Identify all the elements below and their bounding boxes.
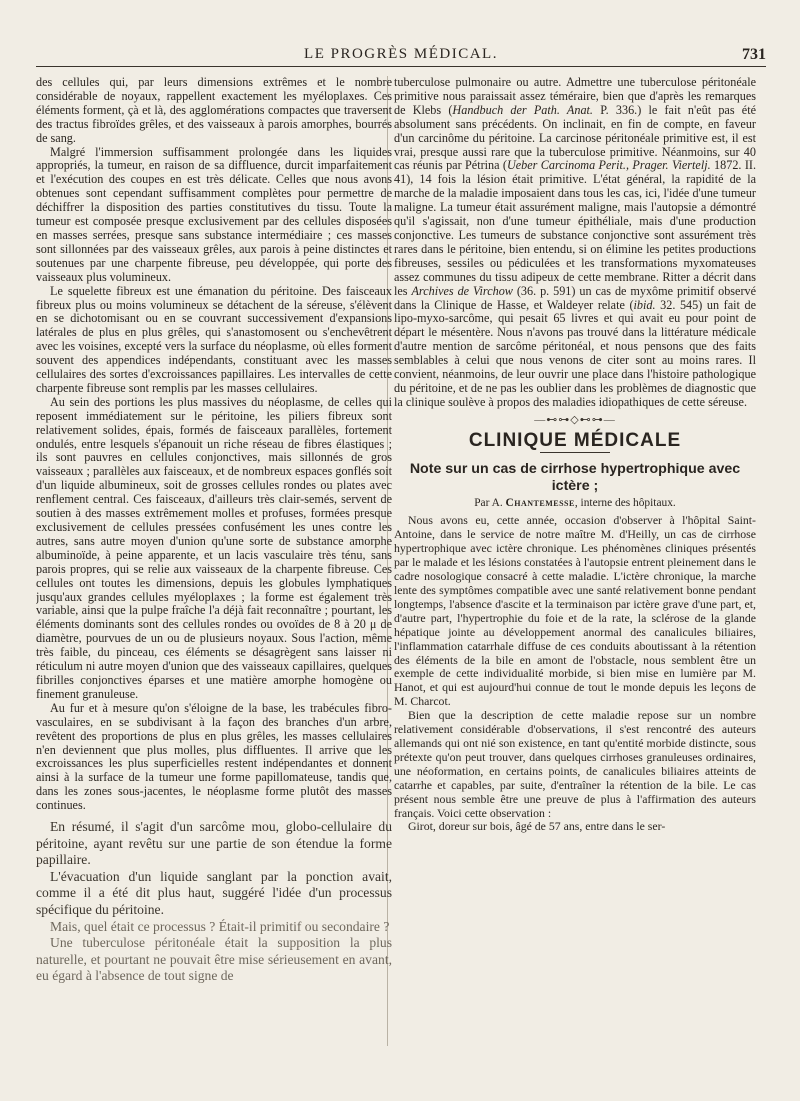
- text-run: 32. 545) un fait de lipo-myxo-sarcôme, qui pesait 65 livres et qui avait eu pour point de départ le mésentère. Nous n'avons pas trouvé dans la littérature médicale d'autre mention de sarcôme péritonéal, et nous pensons que des faits semblables à celui que nous venons de citer sont au moins rares. Il convient, néanmoins, de leur ouvrir une place dans l'histoire pathologique du péritoine, et de ne pas les oublier dans les problèmes de diagnostic que la clinique soulève à propos des maladies idiopathiques de cette séreuse.: [394, 297, 756, 409]
- citation: ibid.: [633, 297, 656, 312]
- running-title: LE PROGRÈS MÉDICAL.: [304, 46, 498, 62]
- right-column: [394, 76, 756, 1076]
- paragraph: Malgré l'immersion suffisamment prolongée dans les liquides appropriés, la tumeur, en raison de sa diffluence, durcit imparfaitement et l'exécution des coupes en est très délicate. Celles que nous avons obtenues sont cependant suffisamment complètes pour permettre de déchiffrer la disposition des parties constitutives du tissu. Toute la tumeur est composée presque exclusivement par des cellules disposées en masses serrées, presque sans substance intermédiaire ; ces masses sont sillonnées par des vaisseaux grêles, aux parois à peine distinctes et soutenues par une charpente fibreuse, peu développée, qui porte des vaisseaux plus volumineux.: [36, 144, 392, 284]
- citation: Handbuch der Path. Anat.: [452, 102, 593, 117]
- paragraph: Mais, quel était ce processus ? Était-il primitif ou secondaire ?: [50, 918, 390, 934]
- paragraph: Bien que la description de cette maladie repose sur un nombre relativement considérable d'observations, il s'est rencontré des auteurs allemands qui ont nié son existence, en tant qu'entité morbide distincte, sous prétexte qu'on peut trouver, dans quelques cirrhoses granuleuses ordinaires, une néoformation, en certains points, de canalicules biliaires atteints de catarrhe et capables, par suite, d'entraîner la rétention de la bile. Le cas présent nous semble être une preuve de plus à l'affirmation des auteurs français. Voici cette observation :: [394, 708, 756, 820]
- byline-suffix: , interne des hôpitaux.: [574, 496, 676, 509]
- article-title: Note sur un cas de cirrhose hypertrophique avec ictère ;: [409, 460, 741, 494]
- section-separator: —⊷⊶◇⊷⊶—: [534, 413, 616, 426]
- paragraph: Nous avons eu, cette année, occasion d'observer à l'hôpital Saint-Antoine, dans le service de notre maître M. d'Heilly, un cas de cirrhose hypertrophique avec ictère chronique. Les phénomènes cliniques présentés par le malade et les lésions constatées à l'autopsie entrent pleinement dans le cadre nosologique consacré à cette maladie. L'ictère chronique, la marche lente des symptômes compatible avec une santé relativement bonne pendant longtemps, l'absence d'ascite et la terminaison par ictère grave d'une part, et, d'autre part, l'hypertrophie du foie et de la rate, la sclérose de la glande hépatique jointe au développement anormal des canalicules biliaires, l'inflammation catarrhale diffuse de ces conduits aboutissant à la rétention des éléments de la bile en amont de l'obstacle, nous semblent être un exemple de cette individualité morbide, si bien mise en lumière par M. Hanot, et qui est aujourd'hui connue de tout le monde depuis les leçons de M. Charcot.: [394, 513, 756, 709]
- text-run: P. 336.) le fait n'eût pas été absolument sans précédents. On inclinait, en fin de compte, en faveur d'un carcinôme du péritoine. La carcinose péritonéale primitive est, il est vrai, presque aussi rare que la tuberculose primitive. Néanmoins, sur 40 cas réunis par Pétrina (: [394, 102, 756, 173]
- byline-author: Chantemesse: [505, 496, 575, 509]
- section-rule: [540, 452, 610, 453]
- paragraph: Le squelette fibreux est une émanation du péritoine. Des faisceaux fibreux plus ou moins volumineux se détachent de la séreuse, s'élèvent en se dichotomisant ou en se couvrant successivement d'expansions latérales de plus en plus grêles, qui s'anastomosent ou s'enchevêtrent avec les voisines, excepté vers la surface du néoplasme, où elles forment souvent des appendices indépendants, constituant avec les masses cellulaires des sortes d'excroissances papillaires. Les intervalles de cette charpente fibreuse sont remplis par les masses cellulaires.: [36, 283, 392, 395]
- paragraph: des cellules qui, par leurs dimensions extrêmes et le nombre considérable de noyaux, rappellent exactement les myéloplaxes. Ces éléments forment, çà et là, des agglomérations compactes que traversent des tractus fibroïdes grêles, et des vaisseaux à parois amorphes, bourrés de sang.: [36, 76, 392, 145]
- byline: [394, 497, 756, 511]
- text-run: tuberculose pulmonaire ou autre. Admettre une tuberculose péritonéale primitive nous paraissait assez téméraire, bien que d'après les remarques de Klebs (: [394, 76, 756, 117]
- text-run: (36. p. 591) un cas de myxôme primitif observé dans la Clinique de Hasse, et Waldeyer relate (: [394, 283, 756, 312]
- citation: Archives de Virchow: [411, 283, 513, 298]
- text-run: 1872. II. 41), 14 fois la lésion était primitive. L'état général, la rapidité de la marche de la maladie imposaient dans tous les cas, ici, l'idée d'une tumeur maligne. La tumeur était assurément maligne, mais l'autopsie a démontré qu'il s'agissait, non d'une tumeur épithéliale, mais d'une production conjonctive. Les tumeurs de substance conjonctive sont assurément très rares dans le péritoine, bien entendu, si on élimine les petites productions fibreuses, sessiles ou pédiculées et les transformations myxomateuses assez communes du tissu adipeux de cette membrane. Ritter a décrit dans les: [394, 158, 756, 298]
- page-number: 731: [742, 46, 766, 63]
- paragraph: L'évacuation d'un liquide sanglant par la ponction avait, comme il a été dit plus haut, suggéré l'idée d'un processus spécifique du péritoine.: [36, 868, 392, 917]
- paragraph: Girot, doreur sur bois, âgé de 57 ans, entre dans le ser-: [408, 819, 666, 834]
- paragraph: Au sein des portions les plus massives du néoplasme, de celles qui reposent immédiatement sur le péritoine, les piliers fibreux sont relativement solides, épais, formés de faisceaux parallèles, fortement ondulés, entre lesquels s'épanouit un riche réseau de fibres élastiques ; ils sont pauvres en cellules conjonctives, mais sillonnés de gros vaisseaux ; parallèles aux faisceaux, et de nombreux espaces gonflés soit d'un liquide albumineux, soit de grosses cellules rondes ou plates avec renflement central. Ces faisceaux, d'ailleurs très clair-semés, servent de soutien à des masses extrêmement molles et profuses, formées presque exclusivement de cellules pressées confusément les unes contre les autres, sans autre moyen d'union qu'une sorte de substance amorphe albuminoïde, à peine apparente, et un lacis vasculaire très ténu, sans parois propres, qui se relie aux vaisseaux de la charpente fibreuse. Ces cellules ont toutes les dimensions, depuis les globules lymphatiques jusqu'aux grandes cellules myéloplaxes ; la forme est également très variable, ainsi que la pulpe fraîche l'a déjà fait reconnaître ; pourtant, les éléments dominants sont des cellules rondes ou ovoïdes de 8 à 20 μ de diamètre, pourvues de un ou de plusieurs noyaux. Sous l'action, même très faible, du pinceau, ces éléments se désagrègent sans laisser ni réticulum ni autre moyen d'union que des vaisseaux capillaires, quelques fibrilles conjonctives éparses et une matière amorphe homogène ou finement granuleuse.: [36, 394, 392, 701]
- paragraph: [394, 76, 756, 410]
- citation: Ueber Carcinoma Perit., Prager. Viertelj.: [506, 158, 711, 173]
- paragraph: En résumé, il s'agit d'un sarcôme mou, globo-cellulaire du péritoine, ayant revêtu sur une partie de son étendue la forme papillaire.: [36, 819, 392, 868]
- paragraph: Une tuberculose péritonéale était la supposition la plus naturelle, et pourtant ne pouvait être mise sérieusement en avant, eu égard à l'absence de tout signe de: [36, 935, 392, 984]
- section-title: CLINIQUE MÉDICALE: [468, 429, 682, 451]
- byline-prefix: Par A.: [474, 496, 506, 509]
- left-column: [36, 76, 392, 1076]
- paragraph: Au fur et à mesure qu'on s'éloigne de la base, les trabécules fibro-vasculaires, en se subdivisant à la façon des branches d'un arbre, revêtent des proportions de plus en plus grêles, les masses cellulaires n'en deviennent que plus molles, plus diffluentes. Il arrive que les excroissances les plus superficielles restent indépendantes et donnent ainsi à la surface de la tumeur une forme papillomateuse, tandis que, dans les zones sous-jacentes, le néoplasme forme plutôt des masses continues.: [36, 700, 392, 813]
- running-header: [36, 46, 766, 67]
